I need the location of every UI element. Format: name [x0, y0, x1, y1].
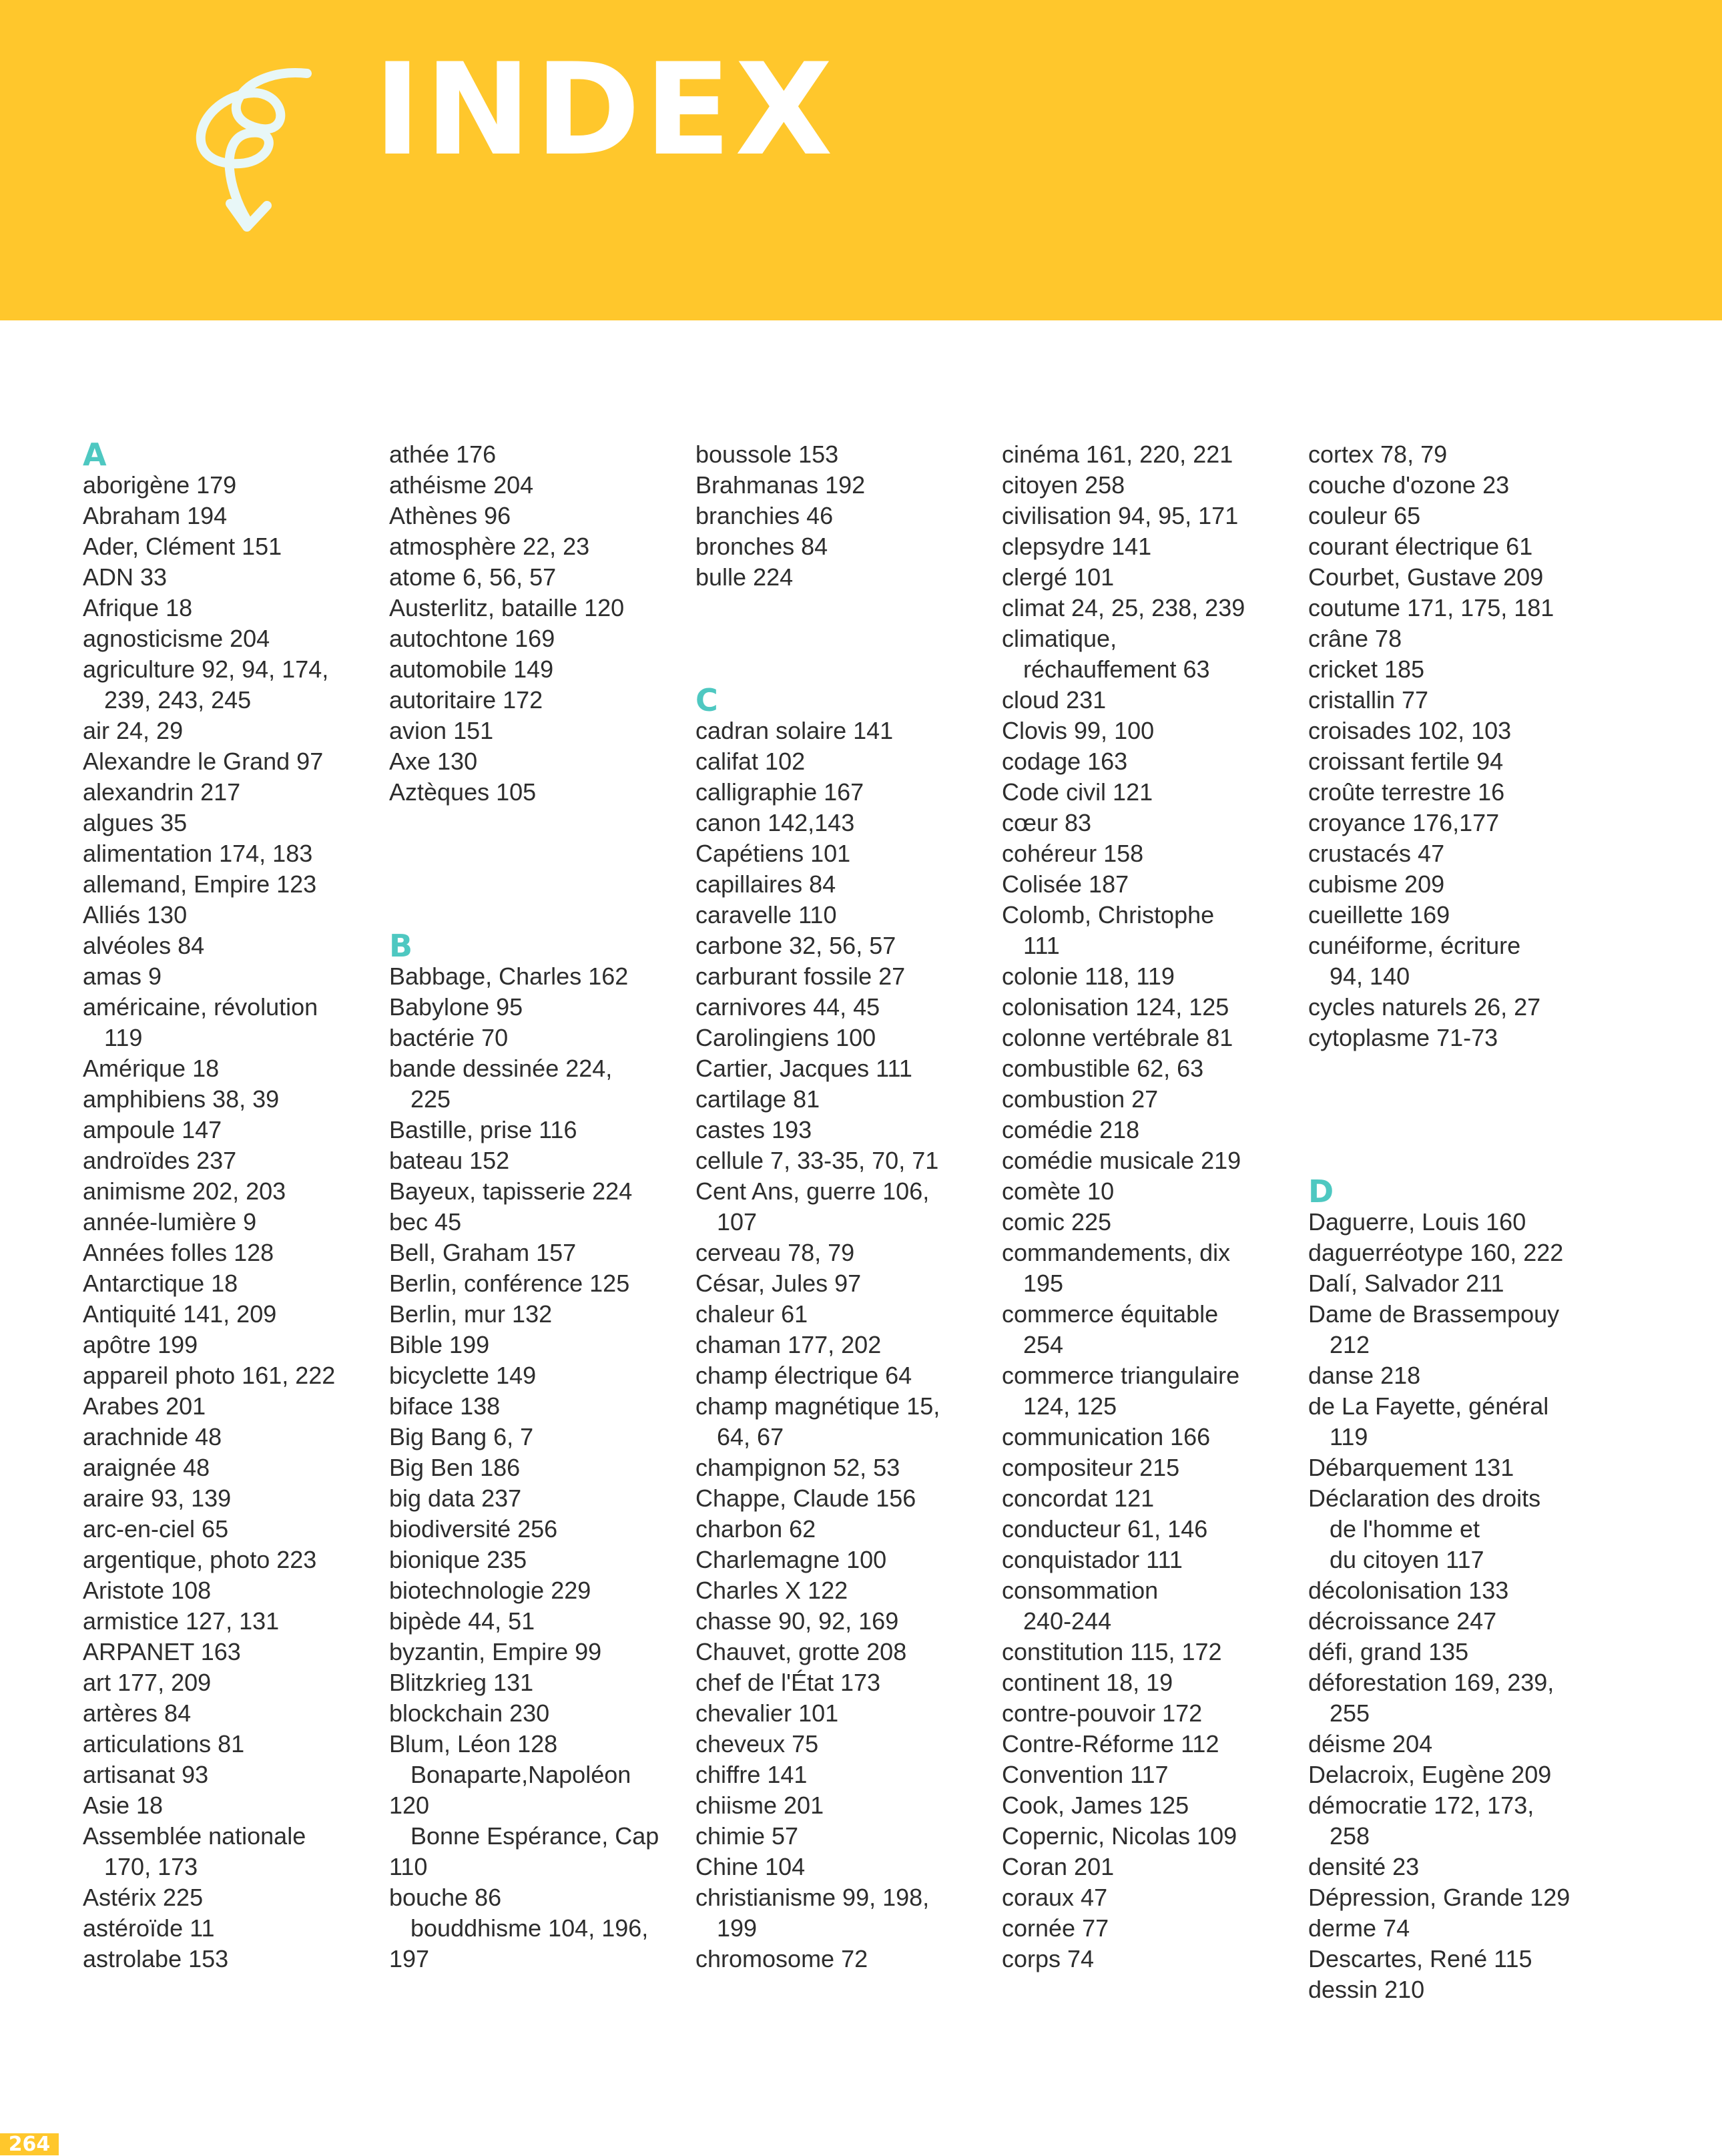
index-entry: crâne 78 — [1308, 625, 1402, 652]
index-entry: allemand, Empire 123 — [83, 870, 317, 898]
index-entry: Bible 199 — [389, 1331, 490, 1358]
index-entry: Bayeux, tapisserie 224 — [389, 1177, 633, 1205]
section-gap — [695, 593, 989, 685]
index-entry: apôtre 199 — [83, 1331, 198, 1358]
index-entry: cunéiforme, écriture — [1308, 932, 1521, 959]
index-entry: concordat 121 — [1002, 1485, 1155, 1512]
index-entry: ADN 33 — [83, 563, 168, 591]
index-entry: carbone 32, 56, 57 — [695, 932, 896, 959]
index-entry: chaleur 61 — [695, 1300, 808, 1328]
index-entry: bionique 235 — [389, 1546, 527, 1573]
index-entry: de l'homme et — [1330, 1515, 1480, 1543]
index-entry: combustible 62, 63 — [1002, 1055, 1204, 1082]
index-entry: 119 — [104, 1024, 143, 1051]
section-letter-a: A — [83, 437, 107, 473]
index-entry: américaine, révolution — [83, 993, 318, 1021]
index-entry: codage 163 — [1002, 748, 1128, 775]
index-entry: Dépression, Grande 129 — [1308, 1884, 1570, 1911]
index-entry: Babylone 95 — [389, 993, 523, 1021]
index-entry: Bell, Graham 157 — [389, 1239, 577, 1266]
index-entry: continent 18, 19 — [1002, 1669, 1173, 1696]
index-entry: Astérix 225 — [83, 1884, 204, 1911]
index-entry: arachnide 48 — [83, 1423, 222, 1450]
index-entry: Bastille, prise 116 — [389, 1116, 577, 1143]
index-entry: chevalier 101 — [695, 1699, 839, 1727]
section-letter-c: C — [695, 682, 718, 718]
index-entry: cinéma 161, 220, 221 — [1002, 441, 1233, 468]
index-entry: caravelle 110 — [695, 901, 837, 928]
index-entry: 119 — [1330, 1423, 1368, 1450]
index-entry: califat 102 — [695, 748, 806, 775]
index-entry: ampoule 147 — [83, 1116, 222, 1143]
index-entry: commandements, dix — [1002, 1239, 1231, 1266]
index-entry: année-lumière 9 — [83, 1208, 257, 1236]
index-entry: Brahmanas 192 — [695, 471, 866, 499]
index-entry: araire 93, 139 — [83, 1485, 232, 1512]
page-title: INDEX — [374, 36, 837, 184]
index-entry: chef de l'État 173 — [695, 1669, 881, 1696]
index-entry: Convention 117 — [1002, 1761, 1169, 1788]
index-entry: cytoplasme 71-73 — [1308, 1024, 1498, 1051]
index-entry: cricket 185 — [1308, 655, 1425, 683]
index-entry: 170, 173 — [104, 1853, 198, 1880]
index-entry: cerveau 78, 79 — [695, 1239, 855, 1266]
index-entry: climat 24, 25, 238, 239 — [1002, 594, 1245, 621]
index-entry: derme 74 — [1308, 1914, 1410, 1942]
index-entry: atmosphère 22, 23 — [389, 533, 590, 560]
index-entry: couleur 65 — [1308, 502, 1421, 529]
index-entry: 255 — [1330, 1699, 1370, 1727]
index-entry: commerce équitable — [1002, 1300, 1219, 1328]
index-entry: agriculture 92, 94, 174, — [83, 655, 329, 683]
index-entry: couche d'ozone 23 — [1308, 471, 1510, 499]
page-number: 264 — [0, 2133, 59, 2155]
index-entry: 107 — [717, 1208, 758, 1236]
index-entry: clepsydre 141 — [1002, 533, 1152, 560]
index-entry: Berlin, conférence 125 — [389, 1270, 630, 1297]
index-entry: Blitzkrieg 131 — [389, 1669, 534, 1696]
index-entry: cycles naturels 26, 27 — [1308, 993, 1541, 1021]
index-entry: charbon 62 — [695, 1515, 816, 1543]
index-entry: cristallin 77 — [1308, 686, 1429, 714]
index-entry: agnosticisme 204 — [83, 625, 270, 652]
index-entry: consommation — [1002, 1577, 1159, 1604]
index-entry: autoritaire 172 — [389, 686, 543, 714]
index-entry: ARPANET 163 — [83, 1638, 241, 1665]
index-entry: décroissance 247 — [1308, 1607, 1497, 1635]
index-entry: Delacroix, Eugène 209 — [1308, 1761, 1552, 1788]
index-entry: 94, 140 — [1330, 963, 1410, 990]
index-entry: Axe 130 — [389, 748, 478, 775]
index-entry: combustion 27 — [1002, 1085, 1159, 1113]
index-entry: biodiversité 256 — [389, 1515, 558, 1543]
index-entry: carnivores 44, 45 — [695, 993, 880, 1021]
index-entry: bactérie 70 — [389, 1024, 509, 1051]
index-entry: champignon 52, 53 — [695, 1454, 900, 1481]
index-entry: courant électrique 61 — [1308, 533, 1533, 560]
index-entry: animisme 202, 203 — [83, 1177, 286, 1205]
index-entry: danse 218 — [1308, 1362, 1421, 1389]
index-entry: colonne vertébrale 81 — [1002, 1024, 1233, 1051]
index-entry: cheveux 75 — [695, 1730, 819, 1758]
index-entry: colonisation 124, 125 — [1002, 993, 1229, 1021]
index-entry: 124, 125 — [1023, 1392, 1117, 1420]
index-entry: cœur 83 — [1002, 809, 1092, 836]
index-entry: aborigène 179 — [83, 471, 237, 499]
index-entry: blockchain 230 — [389, 1699, 550, 1727]
index-entry: civilisation 94, 95, 171 — [1002, 502, 1239, 529]
index-entry: amphibiens 38, 39 — [83, 1085, 280, 1113]
index-entry: capillaires 84 — [695, 870, 836, 898]
index-entry: Courbet, Gustave 209 — [1308, 563, 1544, 591]
index-entry: Années folles 128 — [83, 1239, 274, 1266]
index-entry: 199 — [717, 1914, 758, 1942]
index-entry: chasse 90, 92, 169 — [695, 1607, 899, 1635]
index-entry: artères 84 — [83, 1699, 192, 1727]
index-entry: Charles X 122 — [695, 1577, 848, 1604]
index-entry: César, Jules 97 — [695, 1270, 862, 1297]
index-entry: Contre-Réforme 112 — [1002, 1730, 1219, 1758]
index-entry: arc-en-ciel 65 — [83, 1515, 229, 1543]
index-entry: Amérique 18 — [83, 1055, 220, 1082]
index-entry: canon 142,143 — [695, 809, 855, 836]
index-entry: crustacés 47 — [1308, 840, 1445, 867]
index-entry: Antiquité 141, 209 — [83, 1300, 277, 1328]
index-entry: réchauffement 63 — [1023, 655, 1210, 683]
index-entry: clergé 101 — [1002, 563, 1115, 591]
index-entry: cloud 231 — [1002, 686, 1107, 714]
index-column-3 — [695, 439, 989, 1974]
index-entry: de La Fayette, général — [1308, 1392, 1549, 1420]
index-entry: bronches 84 — [695, 533, 828, 560]
index-entry: christianisme 99, 198, — [695, 1884, 930, 1911]
index-entry: cortex 78, 79 — [1308, 441, 1448, 468]
index-entry: champ électrique 64 — [695, 1362, 912, 1389]
index-entry: bouddhisme 104, 196, — [410, 1914, 649, 1942]
index-entry: Déclaration des droits — [1308, 1485, 1541, 1512]
index-entry: 195 — [1023, 1270, 1064, 1297]
index-entry: Coran 201 — [1002, 1853, 1115, 1880]
index-column-5 — [1308, 439, 1602, 2005]
index-entry: big data 237 — [389, 1485, 522, 1512]
index-entry: Bonaparte,Napoléon — [410, 1761, 631, 1788]
index-entry: densité 23 — [1308, 1853, 1420, 1880]
index-entry: Blum, Léon 128 — [389, 1730, 558, 1758]
index-entry: 239, 243, 245 — [104, 686, 252, 714]
index-column-4 — [1002, 439, 1296, 1974]
index-entry: branchies 46 — [695, 502, 834, 529]
index-entry: comète 10 — [1002, 1177, 1115, 1205]
index-entry: Dame de Brassempouy — [1308, 1300, 1560, 1328]
index-entry: 258 — [1330, 1822, 1370, 1850]
index-entry: 240-244 — [1023, 1607, 1112, 1635]
index-entry: Assemblée nationale — [83, 1822, 306, 1850]
index-entry: alimentation 174, 183 — [83, 840, 313, 867]
index-columns — [0, 439, 1722, 2014]
index-entry: Chine 104 — [695, 1853, 806, 1880]
swirl-arrow-icon — [167, 53, 367, 254]
index-entry: Bonne Espérance, Cap — [410, 1822, 659, 1850]
index-entry: contre-pouvoir 172 — [1002, 1699, 1203, 1727]
section-gap — [389, 808, 683, 930]
index-entry: Abraham 194 — [83, 502, 228, 529]
index-entry: air 24, 29 — [83, 717, 184, 744]
index-entry: Clovis 99, 100 — [1002, 717, 1155, 744]
index-entry: Afrique 18 — [83, 594, 193, 621]
index-entry: Big Bang 6, 7 — [389, 1423, 534, 1450]
index-entry: 212 — [1330, 1331, 1370, 1358]
index-entry: conducteur 61, 146 — [1002, 1515, 1208, 1543]
index-entry: 225 — [410, 1085, 451, 1113]
index-entry: coutume 171, 175, 181 — [1308, 594, 1554, 621]
index-entry: boussole 153 — [695, 441, 839, 468]
index-entry: Chappe, Claude 156 — [695, 1485, 916, 1512]
index-entry: comédie musicale 219 — [1002, 1147, 1241, 1174]
index-entry: alvéoles 84 — [83, 932, 205, 959]
index-entry: chimie 57 — [695, 1822, 799, 1850]
index-entry: Austerlitz, bataille 120 — [389, 594, 625, 621]
index-entry: déisme 204 — [1308, 1730, 1433, 1758]
index-entry: cornée 77 — [1002, 1914, 1109, 1942]
index-entry: alexandrin 217 — [83, 778, 241, 806]
index-entry: constitution 115, 172 — [1002, 1638, 1222, 1665]
index-entry: Alliés 130 — [83, 901, 188, 928]
index-entry: du citoyen 117 — [1330, 1546, 1484, 1573]
index-entry: chromosome 72 — [695, 1945, 868, 1972]
index-entry: athéisme 204 — [389, 471, 534, 499]
index-entry: astéroïde 11 — [83, 1914, 215, 1942]
index-entry: amas 9 — [83, 963, 162, 990]
index-entry: androïdes 237 — [83, 1147, 237, 1174]
index-entry: corps 74 — [1002, 1945, 1095, 1972]
index-entry: byzantin, Empire 99 — [389, 1638, 602, 1665]
index-entry: Daguerre, Louis 160 — [1308, 1208, 1526, 1236]
index-entry: castes 193 — [695, 1116, 812, 1143]
index-entry: automobile 149 — [389, 655, 554, 683]
index-entry: avion 151 — [389, 717, 494, 744]
section-gap — [1308, 1053, 1602, 1176]
index-entry: algues 35 — [83, 809, 188, 836]
index-entry: bateau 152 — [389, 1147, 510, 1174]
index-entry: Big Ben 186 — [389, 1454, 521, 1481]
index-entry: décolonisation 133 — [1308, 1577, 1509, 1604]
index-entry: 111 — [1023, 932, 1060, 959]
index-entry: champ magnétique 15, — [695, 1392, 940, 1420]
index-entry: bec 45 — [389, 1208, 462, 1236]
index-entry: bande dessinée 224, — [389, 1055, 613, 1082]
index-entry: dessin 210 — [1308, 1976, 1425, 2003]
index-entry: 254 — [1023, 1331, 1064, 1358]
index-entry: articulations 81 — [83, 1730, 245, 1758]
index-entry: cueillette 169 — [1308, 901, 1450, 928]
index-entry: cadran solaire 141 — [695, 717, 894, 744]
index-entry: araignée 48 — [83, 1454, 210, 1481]
index-entry: croisades 102, 103 — [1308, 717, 1512, 744]
index-entry: communication 166 — [1002, 1423, 1211, 1450]
index-entry: biface 138 — [389, 1392, 501, 1420]
index-entry: compositeur 215 — [1002, 1454, 1180, 1481]
index-entry: Cartier, Jacques 111 — [695, 1055, 912, 1082]
index-entry: chiffre 141 — [695, 1761, 808, 1788]
index-entry: bouche 86 — [389, 1884, 502, 1911]
index-entry: bipède 44, 51 — [389, 1607, 535, 1635]
index-entry: 110 — [389, 1853, 428, 1880]
index-entry: atome 6, 56, 57 — [389, 563, 557, 591]
index-entry: Colisée 187 — [1002, 870, 1129, 898]
index-entry: comic 225 — [1002, 1208, 1112, 1236]
index-column-2 — [389, 439, 683, 1974]
section-letter-d: D — [1308, 1173, 1334, 1209]
index-entry: Berlin, mur 132 — [389, 1300, 553, 1328]
index-entry: artisanat 93 — [83, 1761, 209, 1788]
index-entry: Ader, Clément 151 — [83, 533, 282, 560]
index-entry: astrolabe 153 — [83, 1945, 229, 1972]
index-entry: calligraphie 167 — [695, 778, 864, 806]
index-entry: Aristote 108 — [83, 1577, 212, 1604]
index-entry: bulle 224 — [695, 563, 794, 591]
index-entry: 64, 67 — [717, 1423, 784, 1450]
section-letter-b: B — [389, 928, 413, 964]
index-entry: coraux 47 — [1002, 1884, 1108, 1911]
index-entry: cartilage 81 — [695, 1085, 820, 1113]
index-entry: cellule 7, 33-35, 70, 71 — [695, 1147, 939, 1174]
index-entry: Babbage, Charles 162 — [389, 963, 629, 990]
index-entry: biotechnologie 229 — [389, 1577, 591, 1604]
index-entry: armistice 127, 131 — [83, 1607, 280, 1635]
index-entry: commerce triangulaire — [1002, 1362, 1240, 1389]
index-entry: 120 — [389, 1792, 430, 1819]
index-entry: chiisme 201 — [695, 1792, 824, 1819]
index-entry: climatique, — [1002, 625, 1117, 652]
index-entry: déforestation 169, 239, — [1308, 1669, 1554, 1696]
index-entry: athée 176 — [389, 441, 497, 468]
index-entry: Copernic, Nicolas 109 — [1002, 1822, 1237, 1850]
index-entry: chaman 177, 202 — [695, 1331, 882, 1358]
index-entry: Colomb, Christophe — [1002, 901, 1215, 928]
index-entry: comédie 218 — [1002, 1116, 1140, 1143]
index-entry: croyance 176,177 — [1308, 809, 1500, 836]
index-entry: carburant fossile 27 — [695, 963, 906, 990]
index-entry: Antarctique 18 — [83, 1270, 238, 1297]
index-entry: Cook, James 125 — [1002, 1792, 1189, 1819]
index-entry: Cent Ans, guerre 106, — [695, 1177, 930, 1205]
index-entry: Capétiens 101 — [695, 840, 851, 867]
index-entry: Code civil 121 — [1002, 778, 1153, 806]
index-entry: Alexandre le Grand 97 — [83, 748, 324, 775]
index-entry: art 177, 209 — [83, 1669, 212, 1696]
index-entry: bicyclette 149 — [389, 1362, 537, 1389]
index-entry: cohéreur 158 — [1002, 840, 1144, 867]
index-entry: Descartes, René 115 — [1308, 1945, 1532, 1972]
header-banner — [0, 0, 1722, 320]
index-entry: défi, grand 135 — [1308, 1638, 1469, 1665]
index-entry: Arabes 201 — [83, 1392, 206, 1420]
index-entry: citoyen 258 — [1002, 471, 1125, 499]
index-entry: Athènes 96 — [389, 502, 511, 529]
index-entry: daguerréotype 160, 222 — [1308, 1239, 1564, 1266]
index-entry: appareil photo 161, 222 — [83, 1362, 336, 1389]
index-entry: croissant fertile 94 — [1308, 748, 1504, 775]
index-entry: 197 — [389, 1945, 430, 1972]
index-entry: Dalí, Salvador 211 — [1308, 1270, 1504, 1297]
index-entry: démocratie 172, 173, — [1308, 1792, 1534, 1819]
index-entry: conquistador 111 — [1002, 1546, 1183, 1573]
index-entry: Aztèques 105 — [389, 778, 537, 806]
index-entry: Chauvet, grotte 208 — [695, 1638, 907, 1665]
index-entry: autochtone 169 — [389, 625, 555, 652]
index-entry: croûte terrestre 16 — [1308, 778, 1505, 806]
index-entry: argentique, photo 223 — [83, 1546, 317, 1573]
index-entry: Charlemagne 100 — [695, 1546, 887, 1573]
index-entry: Débarquement 131 — [1308, 1454, 1514, 1481]
index-entry: cubisme 209 — [1308, 870, 1445, 898]
index-column-1 — [83, 439, 376, 1974]
index-entry: Asie 18 — [83, 1792, 164, 1819]
index-entry: colonie 118, 119 — [1002, 963, 1175, 990]
index-entry: Carolingiens 100 — [695, 1024, 876, 1051]
